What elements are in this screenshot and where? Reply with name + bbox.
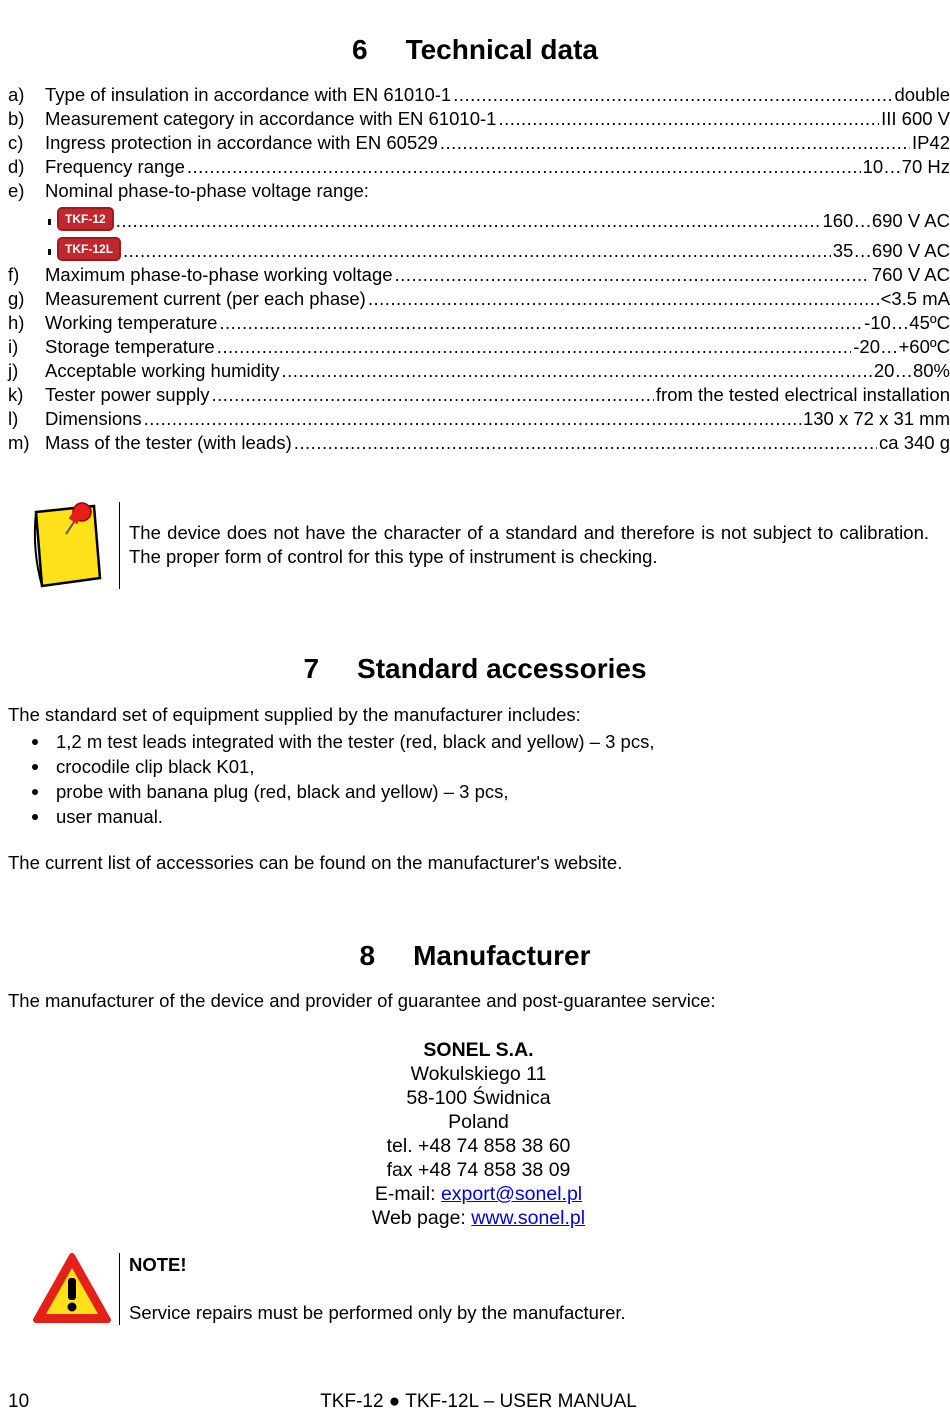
- spec-row: [8, 358, 950, 382]
- spec-label: Measurement current (per each phase): [45, 288, 366, 309]
- spec-value: 160…690 V AC: [822, 210, 950, 231]
- spec-letter: b): [8, 108, 25, 129]
- section-title: Manufacturer: [413, 940, 591, 971]
- leader-dots: [453, 84, 892, 106]
- spec-value: III 600 V: [881, 108, 950, 129]
- spec-value: <3.5 mA: [880, 288, 950, 309]
- spec-subrow: [8, 202, 950, 232]
- spec-letter: j): [8, 360, 19, 381]
- spec-letter: l): [8, 408, 19, 429]
- leader-dots: [144, 408, 801, 430]
- spec-value: -10…45ºC: [864, 312, 950, 333]
- square-bullet: [48, 219, 51, 225]
- leader-dots: [219, 312, 862, 334]
- spec-value: double: [894, 84, 950, 105]
- email-line: [0, 1182, 950, 1206]
- email-link[interactable]: export@sonel.pl: [440, 1183, 583, 1205]
- spec-label: Frequency range: [45, 156, 185, 177]
- bullet-dot: [32, 739, 38, 745]
- company-name: SONEL S.A.: [423, 1039, 534, 1061]
- footer-title: TKF-12 ● TKF-12L – USER MANUAL: [320, 1391, 637, 1412]
- list-item: [8, 779, 654, 804]
- accessories-list: [8, 729, 654, 829]
- section-7-heading: [0, 653, 950, 685]
- list-item: [8, 804, 654, 829]
- web-link[interactable]: www.sonel.pl: [471, 1207, 586, 1229]
- spec-label: Storage temperature: [45, 336, 215, 357]
- spec-row: [8, 82, 950, 106]
- spec-label: Maximum phase-to-phase working voltage: [45, 264, 393, 285]
- note-divider: [119, 502, 120, 589]
- technical-data-list: [8, 82, 950, 454]
- spec-label: Ingress protection in accordance with EN 60529: [45, 132, 438, 153]
- note-service-text: Service repairs must be performed only by the manufacturer.: [129, 1302, 626, 1323]
- spec-value: ca 340 g: [879, 432, 950, 453]
- leader-dots: [498, 108, 879, 130]
- city: 58-100 Świdnica: [406, 1087, 551, 1109]
- spec-subrow: [8, 232, 950, 262]
- spec-row: [8, 130, 950, 154]
- spec-value: IP42: [911, 132, 950, 153]
- spec-letter: h): [8, 312, 25, 333]
- leader-dots: [281, 360, 871, 382]
- spec-letter: d): [8, 156, 25, 177]
- fax: fax +48 74 858 38 09: [386, 1159, 571, 1181]
- section-8-heading: [0, 940, 950, 972]
- note-title: NOTE!: [129, 1254, 187, 1275]
- spec-label: Nominal phase-to-phase voltage range:: [45, 180, 369, 201]
- spec-row: [8, 106, 950, 130]
- spec-value: -20…+60ºC: [853, 336, 950, 357]
- section-title: Technical data: [405, 34, 598, 65]
- spec-value: 10…70 Hz: [862, 156, 950, 177]
- warning-triangle-icon: [32, 1252, 112, 1329]
- spec-letter: i): [8, 336, 19, 357]
- section-title: Standard accessories: [357, 653, 647, 684]
- spec-row: [8, 286, 950, 310]
- leader-dots: [440, 132, 910, 154]
- spec-letter: f): [8, 264, 20, 285]
- leader-dots: [187, 156, 861, 178]
- country: Poland: [448, 1111, 509, 1133]
- leader-dots: [123, 240, 831, 262]
- leader-dots: [212, 384, 654, 406]
- pinned-note-icon: [30, 500, 110, 595]
- spec-row: [8, 310, 950, 334]
- list-item-text: crocodile clip black K01,: [56, 755, 255, 777]
- spec-value: 35…690 V AC: [832, 240, 950, 261]
- spec-row: [8, 334, 950, 358]
- bullet-dot: [32, 789, 38, 795]
- spec-letter: c): [8, 132, 24, 153]
- spec-label: Type of insulation in accordance with EN 61010-1: [45, 84, 452, 105]
- section-number: 8: [359, 940, 376, 971]
- manufacturer-address: [0, 1038, 950, 1230]
- spec-label: Working temperature: [45, 312, 218, 333]
- web-label: Web page:: [371, 1207, 472, 1229]
- spec-label: Dimensions: [45, 408, 142, 429]
- leader-dots: [368, 288, 879, 310]
- bullet-dot: [32, 764, 38, 770]
- web-line: [0, 1206, 950, 1230]
- spec-label: Acceptable working humidity: [45, 360, 280, 381]
- square-bullet: [48, 249, 51, 255]
- spec-letter: e): [8, 180, 25, 201]
- spec-value: from the tested electrical installation: [655, 384, 950, 405]
- note-text: The device does not have the character of a standard and therefore is not subject to calibration. The proper form of control for this type of instrument is checking.: [129, 522, 929, 567]
- section-number: 6: [351, 34, 368, 65]
- spec-letter: g): [8, 288, 25, 309]
- warning-divider: [119, 1253, 120, 1325]
- leader-dots: [294, 432, 877, 454]
- email-label: E-mail:: [374, 1183, 441, 1205]
- accessories-outro: The current list of accessories can be found on the manufacturer's website.: [8, 852, 623, 873]
- spec-label: Measurement category in accordance with EN 61010-1: [45, 108, 497, 129]
- section-number: 7: [303, 653, 320, 684]
- accessories-intro: The standard set of equipment supplied by the manufacturer includes:: [8, 704, 581, 725]
- spec-label: Tester power supply: [45, 384, 210, 405]
- spec-value: 760 V AC: [871, 264, 950, 285]
- bullet-dot: [32, 814, 38, 820]
- spec-row: [8, 178, 950, 202]
- tkf-12-badge: TKF-12: [57, 207, 114, 231]
- manufacturer-intro: The manufacturer of the device and provider of guarantee and post-guarantee service:: [8, 990, 716, 1011]
- spec-letter: k): [8, 384, 24, 405]
- spec-row: [8, 406, 950, 430]
- section-6-heading: [0, 34, 950, 66]
- list-item: [8, 729, 654, 754]
- spec-value: 20…80%: [873, 360, 950, 381]
- list-item-text: user manual.: [56, 805, 163, 827]
- list-item-text: 1,2 m test leads integrated with the tester (red, black and yellow) – 3 pcs,: [56, 730, 655, 752]
- spec-value: 130 x 72 x 31 mm: [802, 408, 950, 429]
- leader-dots: [217, 336, 852, 358]
- spec-row: [8, 430, 950, 454]
- spec-row: [8, 154, 950, 178]
- spec-letter: m): [8, 432, 30, 453]
- telephone: tel. +48 74 858 38 60: [386, 1135, 571, 1157]
- leader-dots: [116, 210, 821, 232]
- street: Wokulskiego 11: [410, 1063, 547, 1085]
- list-item-text: probe with banana plug (red, black and yellow) – 3 pcs,: [56, 780, 509, 802]
- spec-letter: a): [8, 84, 25, 105]
- tkf-12l-badge: TKF-12L: [57, 237, 121, 261]
- spec-row: [8, 262, 950, 286]
- leader-dots: [395, 264, 870, 286]
- spec-row: [8, 382, 950, 406]
- spec-label: Mass of the tester (with leads): [45, 432, 292, 453]
- page-number: 10: [8, 1391, 30, 1412]
- list-item: [8, 754, 654, 779]
